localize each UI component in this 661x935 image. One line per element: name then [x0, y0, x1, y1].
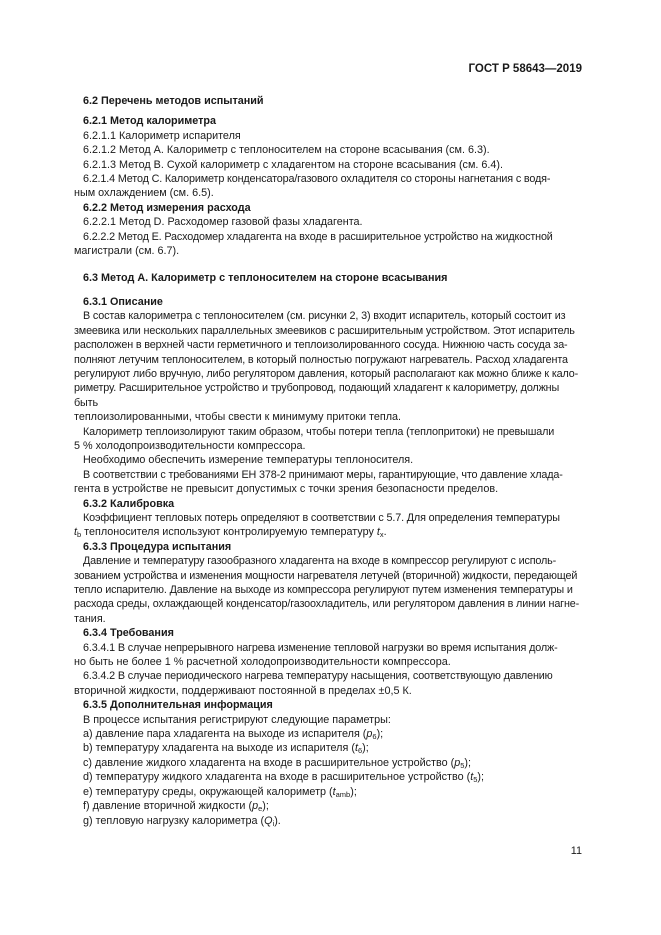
list-item-end: ).	[274, 814, 281, 827]
list-item-subscript: 6	[372, 732, 377, 742]
para-6-3-2-line1: Коэффициент тепловых потерь определяют в соответствии с 5.7. Для определения температуры	[83, 511, 560, 524]
subsection-heading-6-3-2: 6.3.2 Калибровка	[83, 497, 175, 510]
section-heading-6-2: 6.2 Перечень методов испытаний	[83, 95, 264, 107]
list-item-symbol: p	[252, 800, 259, 813]
subsection-heading-6-2-2: 6.2.2 Метод измерения расхода	[83, 201, 251, 214]
list-item-subscript: 5	[460, 760, 465, 770]
para-6-3-3-line2: зованием устройства и изменения мощности нагревателя летучей (вторичной) жидкости, передающей	[74, 569, 578, 582]
clause-6-2-1-3: 6.2.1.3 Метод В. Сухой калориметр с хладагентом на стороне всасывания (см. 6.4).	[83, 158, 503, 171]
para-6-3-2-mid: теплоносителя используют контролируемую температуру	[81, 526, 377, 539]
clause-6-3-4-2-line2: вторичной жидкости, поддерживают постоянной в пределах ±0,5 К.	[74, 684, 412, 697]
clause-6-2-2-2-line1: 6.2.2.2 Метод Е. Расходомер хладагента на входе в расширительное устройство на жидкостной	[83, 230, 553, 243]
subsection-heading-6-2-1: 6.2.1 Метод калориметра	[83, 115, 217, 128]
para-6-3-1-line1: В состав калориметра с теплоносителем (см. рисунки 2, 3) входит испаритель, который состоит из	[83, 310, 566, 323]
list-item-symbol: t	[354, 742, 358, 755]
list-item-symbol: t	[470, 771, 474, 784]
list-item-text: f) давление вторичной жидкости (	[83, 800, 253, 813]
subsection-heading-6-3-4: 6.3.4 Требования	[83, 627, 174, 640]
para-6-3-5-intro: В процессе испытания регистрируют следующие параметры:	[83, 713, 391, 726]
list-item-end: );	[477, 771, 485, 784]
para-6-3-1-line7: теплоизолированными, чтобы свести к минимуму притоки тепла.	[74, 411, 401, 424]
para-6-3-1-line6: риметру. Расширительное устройство и трубопровод, подающий хладагент к калориметру, должны быть	[74, 382, 560, 409]
para-6-3-1-line5: регулируют либо вручную, либо регулятором давления, который располагают как можно ближе к кало-	[74, 367, 579, 380]
symbol-t-b: t	[74, 526, 77, 539]
list-item-text: b) температуру хладагента на выходе из испарителя (	[83, 742, 355, 755]
list-item-subscript: e	[258, 804, 263, 814]
para-6-3-3-line4: расхода среды, охлаждающей конденсатор/газоохладитель, или регулятором давления в линии нагне-	[74, 598, 580, 611]
list-item-end: );	[362, 742, 369, 755]
list-item-end: );	[262, 800, 269, 813]
clause-6-2-1-1: 6.2.1.1 Калориметр испарителя	[83, 129, 241, 142]
para-6-3-3-line5: тания.	[74, 612, 106, 625]
para-6-3-1d-line2: гента в устройстве не превысит допустимых с точки зрения безопасности пределов.	[74, 483, 499, 496]
subsection-heading-6-3-3: 6.3.3 Процедура испытания	[83, 540, 232, 553]
list-item	[74, 770, 583, 784]
list-item	[74, 785, 583, 799]
para-6-3-1-line4: полняют летучим теплоносителем, в который полностью погружают нагреватель. Расход хладагента	[74, 353, 568, 366]
para-6-3-1-line3: расположен в верхней части герметичного и теплоизолированного сосуда. Нижнюю часть сосуда за-	[74, 339, 568, 352]
list-item	[74, 756, 583, 770]
symbol-t-x: t	[376, 526, 380, 539]
list-item-symbol: t	[332, 785, 336, 798]
para-6-3-1d-line1: В соответствии с требованиями ЕН 378-2 принимают меры, гарантирующие, что давление хлада-	[83, 468, 563, 481]
list-item-end: );	[350, 785, 357, 798]
clause-6-2-1-2: 6.2.1.2 Метод А. Калориметр с теплоносителем на стороне всасывания (см. 6.3).	[83, 144, 490, 157]
list-item	[74, 799, 583, 813]
list-item-end: );	[376, 728, 384, 741]
para-6-3-1c: Необходимо обеспечить измерение температуры теплоносителя.	[83, 454, 414, 467]
para-6-3-1-line2: змеевика или нескольких параллельных змеевиков с расширительным устройством. Этот испаритель	[74, 324, 575, 337]
list-item-text: a) давление пара хладагента на выходе из испарителя (	[83, 728, 367, 741]
list-item-symbol: Q	[264, 814, 273, 827]
subscript-x: x	[379, 530, 384, 540]
list-item-text: d) температуру жидкого хладагента на входе в расширительное устройство (	[83, 771, 471, 784]
para-6-3-2-end: .	[383, 526, 387, 539]
para-6-3-2-line2	[74, 525, 583, 539]
document-body	[74, 94, 583, 828]
clause-6-2-1-4-line2: ным охлаждением (см. 6.5).	[74, 187, 214, 200]
clause-6-3-4-1-line1: 6.3.4.1 В случае непрерывного нагрева изменение тепловой нагрузки во время испытания долж-	[83, 641, 558, 654]
list-item-symbol: p	[366, 728, 373, 741]
list-item-text: e) температуру среды, окружающей калориметр (	[83, 785, 333, 798]
list-item-subscript: 5	[473, 775, 478, 785]
list-item-subscript: i	[272, 818, 275, 828]
clause-6-2-1-4-line1: 6.2.1.4 Метод С. Калориметр конденсатора/газового охладителя со стороны нагнетания с водя-	[83, 173, 551, 186]
list-item-symbol: p	[454, 756, 461, 769]
list-item-subscript: 6	[357, 746, 363, 756]
section-heading-6-3: 6.3 Метод А. Калориметр с теплоносителем на стороне всасывания	[83, 272, 448, 285]
subscript-b: b	[77, 530, 82, 540]
list-item-subscript: amb	[335, 789, 351, 799]
para-6-3-1b-line1: Калориметр теплоизолируют таким образом, чтобы потери тепла (теплопритоки) не превышали	[83, 425, 555, 438]
clause-6-3-4-1-line2: но быть не более 1 % расчетной холодопроизводительности компрессора.	[74, 656, 451, 669]
list-item-end: );	[464, 756, 472, 769]
list-item-text: g) тепловую нагрузку калориметра (	[83, 814, 265, 827]
para-6-3-3-line3: тепло испарителю. Давление на выходе из компрессора регулируют путем изменения температуры и	[74, 584, 573, 596]
list-item	[74, 727, 583, 741]
list-item	[74, 741, 583, 755]
standard-header: ГОСТ Р 58643—2019	[468, 63, 582, 75]
para-6-3-3-line1: Давление и температуру газообразного хладагента на входе в компрессор регулируют с исполь-	[83, 555, 557, 568]
clause-6-2-2-1: 6.2.2.1 Метод D. Расходомер газовой фазы хладагента.	[83, 216, 363, 229]
clause-6-3-4-2-line1: 6.3.4.2 В случае периодического нагрева температуру насыщения, соответствующую давлению	[83, 670, 553, 683]
page-number: 11	[570, 845, 582, 857]
para-6-3-1b-line2: 5 % холодопроизводительности компрессора.	[74, 439, 306, 452]
list-item-text: c) давление жидкого хладагента на входе в расширительное устройство (	[83, 756, 455, 769]
subsection-heading-6-3-1: 6.3.1 Описание	[83, 295, 163, 308]
list-item	[74, 814, 583, 828]
subsection-heading-6-3-5: 6.3.5 Дополнительная информация	[83, 699, 273, 712]
clause-6-2-2-2-line2: магистрали (см. 6.7).	[74, 245, 180, 258]
